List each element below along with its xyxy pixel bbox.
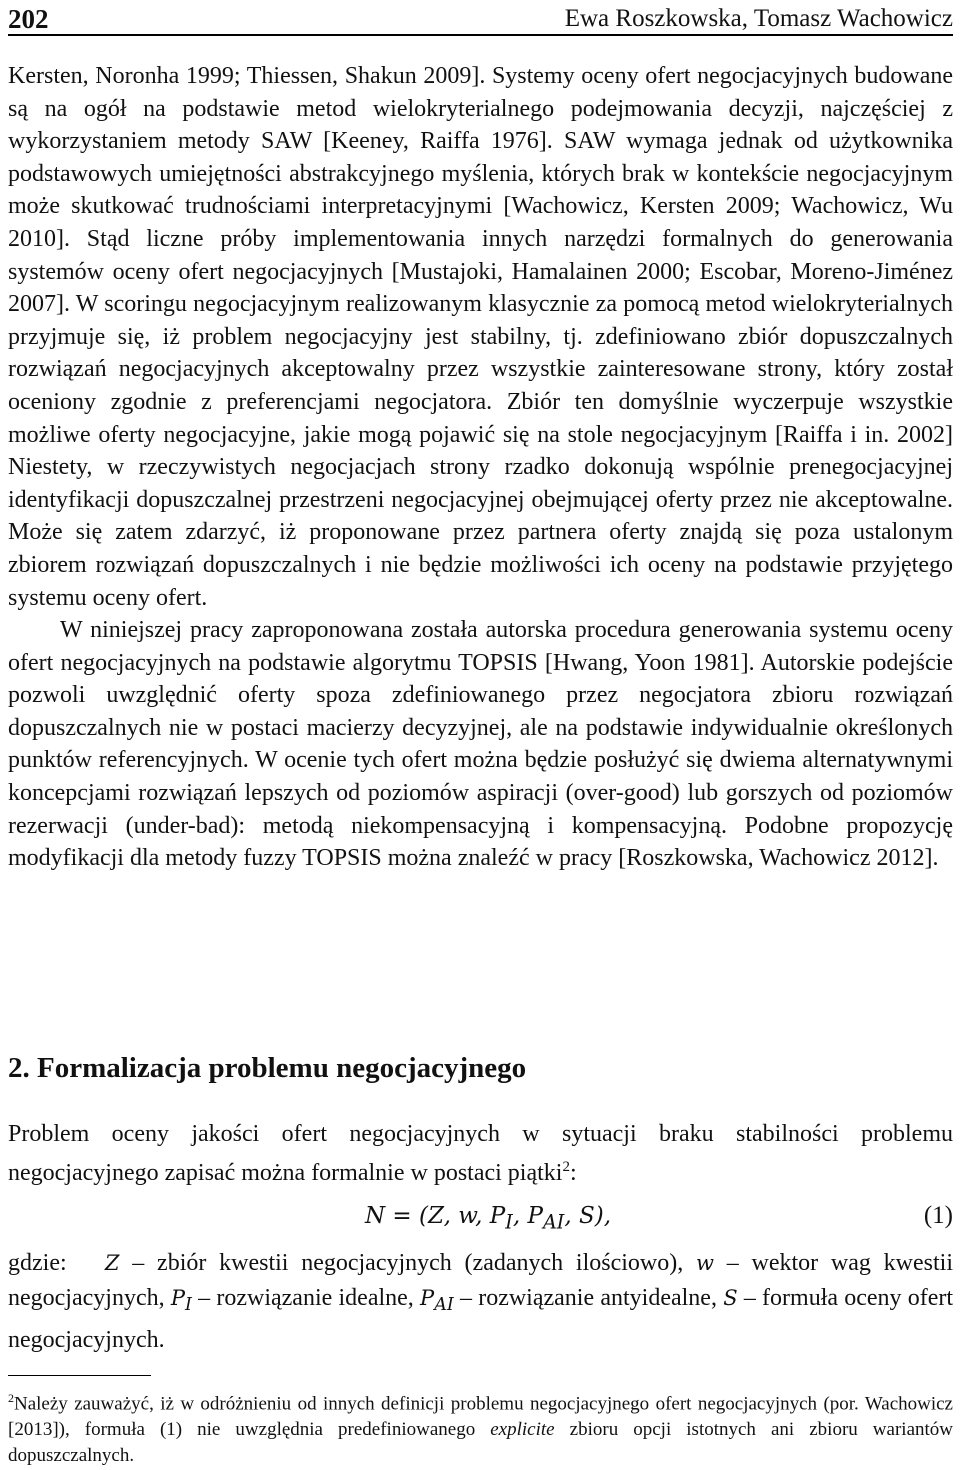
equation-1 xyxy=(8,1196,953,1236)
document-page xyxy=(8,0,953,1470)
intro-paragraph xyxy=(8,1118,953,1190)
intro-tail: : xyxy=(569,1160,577,1186)
body-text xyxy=(8,60,953,875)
definition-z: – zbiór kwestii negocjacyjnych (zadanych ilościowo), xyxy=(132,1250,684,1276)
footnote-ref: 2 xyxy=(562,1159,570,1175)
definitions-paragraph xyxy=(8,1246,953,1358)
definitions-lead: gdzie: xyxy=(8,1250,67,1276)
intro-text: Problem oceny jakości ofert negocjacyjnych w sytuacji braku stabilności problemu negocjacyjnego zapisać można formalnie w postaci piątki xyxy=(8,1121,953,1186)
symbol-w: w xyxy=(696,1251,714,1275)
paragraph-1: Kersten, Noronha 1999; Thiessen, Shakun 2009]. Systemy oceny ofert negocjacyjnych budowane są na ogół na podstawie metod wielokryterialnego podejmowania decyzji, najczęściej z wykorzystaniem metody SAW [Keeney, Raiffa 1976]. SAW wymaga jednak od użytkownika podstawowych umiejętności abstrakcyjnego myślenia, których brak w kontekście negocjacyjnym może skutkować trudnościami interpretacyjnymi [Wachowicz, Kersten 2009; Wachowicz, Wu 2010]. Stąd liczne próby implementowania innych narzędzi formalnych do generowania systemów oceny ofert negocjacyjnych [Mustajoki, Hamalainen 2000; Escobar, Moreno-Jiménez 2007]. W scoringu negocjacyjnym realizowanym klasycznie za pomocą metod wielokryterialnych przyjmuje się, iż problem negocjacyjny jest stabilny, tj. zdefiniowano zbiór dopuszczalnych rozwiązań negocjacyjnych akceptowalny przez wszystkie zainteresowane strony, który został oceniony zgodnie z preferencjami negocjatora. Zbiór ten domyślnie wyczerpuje wszystkie możliwe oferty negocjacyjne, jakie mogą pojawić się na stole negocjacyjnym [Raiffa i in. 2002] Niestety, w rzeczywistych negocjacjach strony rzadko dokonują wspólnie prenegocjacyjnej identyfikacji dopuszczalnej przestrzeni negocjacyjnej obejmującej oferty przez nie akceptowalne. Może się zatem zdarzyć, iż proponowane przez partnera oferty znajdą się poza ustalonym zbiorem rozwiązań dopuszczalnych i nie będzie możliwości ich oceny na podstawie przyjętego systemu oceny ofert. xyxy=(8,63,953,611)
footnote-rule xyxy=(8,1375,151,1376)
footnote xyxy=(8,1385,953,1469)
paragraph-2: W niniejszej pracy zaproponowana została autorska procedura generowania systemu oceny ofert negocjacyjnych na podstawie algorytmu TOPSIS [Hwang, Yoon 1981]. Autorskie podejście pozwoli uwzględnić oferty spoza zdefiniowanego przez negocjatora zbioru rozwiązań dopuszczalnych nie w postaci macierzy decyzyjnej, ale na podstawie indywidualnie określonych punktów referencyjnych. W ocenie tych ofert można będzie posłużyć się dwiema alternatywnymi koncepcjami rozwiązań lepszych od poziomów aspiracji (over-good) lub gorszych od poziomów rezerwacji (under-bad): metodą niekompensacyjną i kompensacyjną. Podobne propozycję modyfikacji dla metody fuzzy TOPSIS można znaleźć w pracy [Roszkowska, Wachowicz 2012]. xyxy=(8,617,953,872)
page-number: 202 xyxy=(8,4,49,34)
running-header xyxy=(8,0,953,36)
footnote-italic: explicite xyxy=(490,1419,555,1441)
footnote-text-end: zbioru opcji istotnych ani zbioru wariantów dopuszczalnych. xyxy=(8,1419,954,1467)
running-header-authors: Ewa Roszkowska, Tomasz Wachowicz xyxy=(564,5,953,32)
symbol-pi: $P_I$ xyxy=(170,1286,192,1316)
section-heading: 2. Formalizacja problemu negocjacyjnego xyxy=(8,1052,527,1084)
symbol-z: Z xyxy=(104,1251,120,1275)
footnote-marker: 2 xyxy=(8,1391,14,1405)
definition-pai: – rozwiązanie antyidealne, xyxy=(459,1285,717,1311)
symbol-s: S xyxy=(723,1286,738,1310)
equation-number: (1) xyxy=(923,1202,953,1229)
definition-s: – formuła oceny ofert negocjacyjnych. xyxy=(8,1285,954,1354)
footnote-text: Należy zauważyć, iż w odróżnieniu od innych definicji problemu negocjacyjnego ofert negocjacyjnych (por. Wachowicz [2013]), formuła (1) nie uwzględnia predefiniowanego xyxy=(8,1393,953,1441)
definition-pi: – rozwiązanie idealne, xyxy=(198,1285,414,1311)
definition-w: – wektor wag kwestii negocjacyjnych, xyxy=(8,1250,954,1311)
equation-formula: N = (Z, w, $P_I$, $P_{AI}$, S), xyxy=(365,1203,612,1234)
symbol-pai: $P_{AI}$ xyxy=(420,1286,454,1316)
